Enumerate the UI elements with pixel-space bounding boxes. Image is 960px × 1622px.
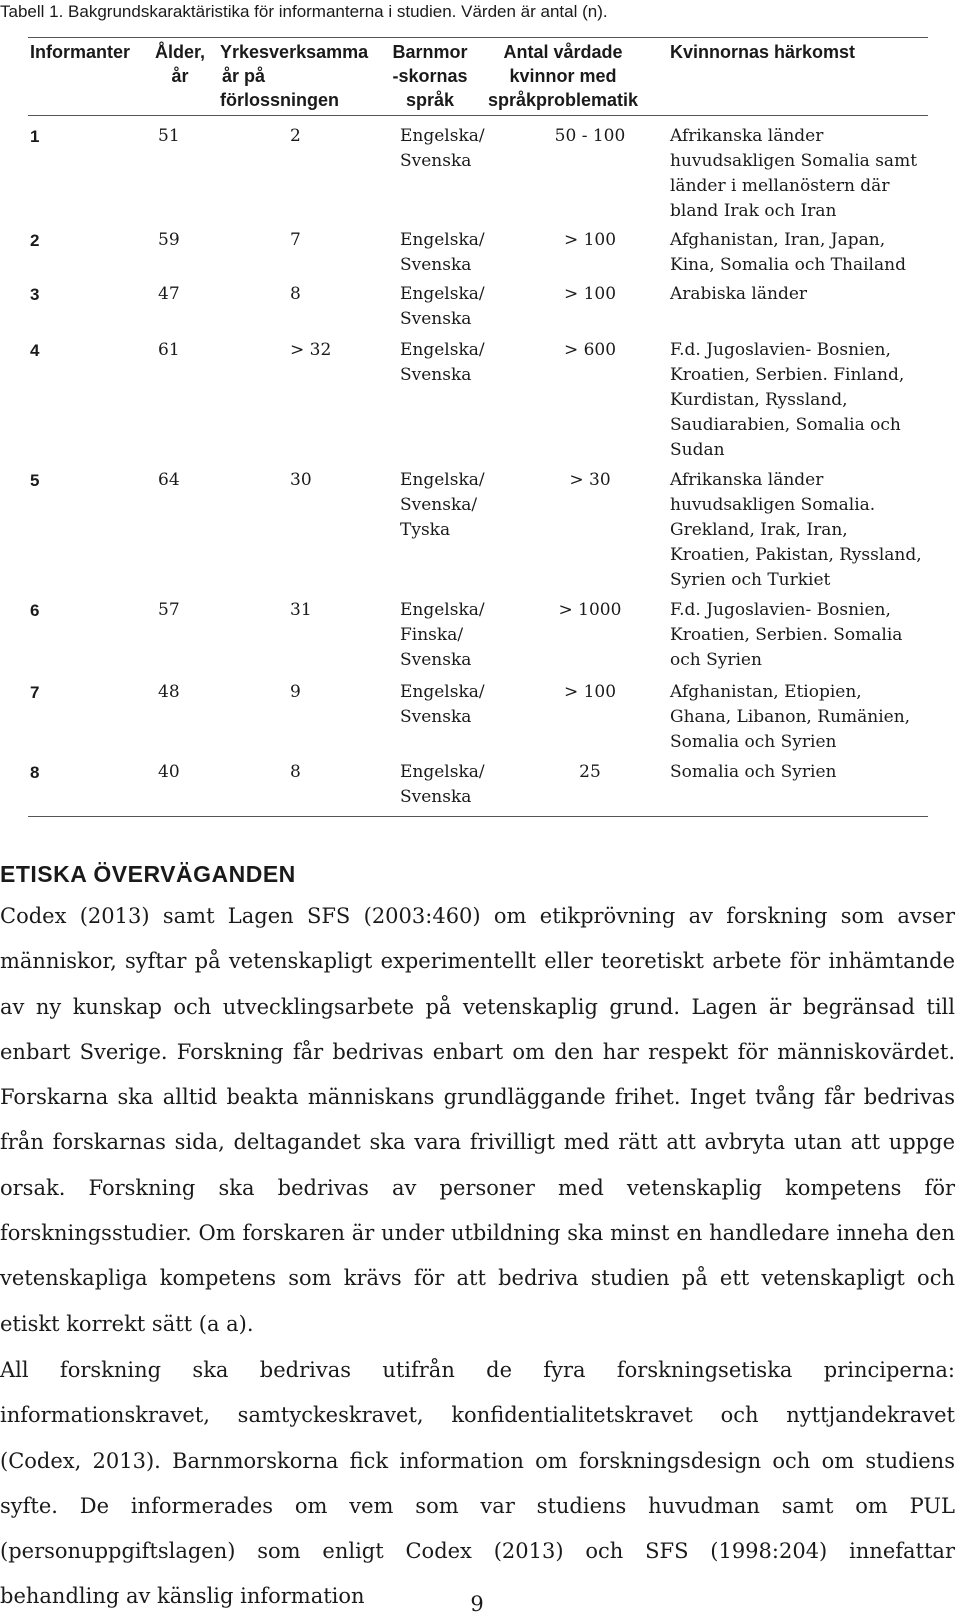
header-sprak-line2: -skornas xyxy=(392,66,468,86)
cell-language-line: Svenska xyxy=(400,707,472,727)
cell-id: 1 xyxy=(30,127,40,146)
cell-count: > 1000 xyxy=(558,600,622,620)
cell-origin-line: Ghana, Libanon, Rumänien, xyxy=(670,707,911,727)
cell-language-line: Engelska/ xyxy=(400,762,485,782)
cell-language xyxy=(400,680,485,730)
cell-language-line: Engelska/ xyxy=(400,126,485,146)
cell-years: 2 xyxy=(290,126,301,146)
header-alder xyxy=(148,40,212,88)
cell-language-line: Engelska/ xyxy=(400,230,485,250)
cell-age: 57 xyxy=(158,600,180,620)
header-antal-line3: språkproblematik xyxy=(487,90,639,110)
cell-count: > 30 xyxy=(569,470,611,490)
cell-age: 48 xyxy=(158,682,180,702)
cell-language xyxy=(400,468,485,543)
cell-origin-line: Kroatien, Serbien. Finland, xyxy=(670,365,905,385)
header-sprak xyxy=(384,40,476,112)
cell-origin-line: Afghanistan, Etiopien, xyxy=(670,682,862,702)
cell-years: > 32 xyxy=(290,340,332,360)
cell-language-line: Svenska xyxy=(400,309,472,329)
header-alder-line1: Ålder, xyxy=(154,42,206,62)
cell-origin-line: Grekland, Irak, Iran, xyxy=(670,520,848,540)
cell-origin-line: Arabiska länder xyxy=(670,284,808,304)
cell-count: > 100 xyxy=(563,682,617,702)
cell-origin-line: Kina, Somalia och Thailand xyxy=(670,255,906,275)
cell-language-line: Svenska/ xyxy=(400,495,478,515)
page-number: 9 xyxy=(470,1592,484,1616)
cell-language-line: Engelska/ xyxy=(400,340,485,360)
section-title: ETISKA ÖVERVÄGANDEN xyxy=(0,861,296,887)
cell-years: 9 xyxy=(290,682,301,702)
cell-age: 59 xyxy=(158,230,180,250)
header-alder-line2: år xyxy=(171,66,189,86)
header-harkomst: Kvinnornas härkomst xyxy=(670,42,856,62)
cell-language-line: Svenska xyxy=(400,650,472,670)
header-sprak-line1: Barnmor xyxy=(392,42,468,62)
cell-origin-line: Kroatien, Serbien. Somalia xyxy=(670,625,903,645)
cell-origin xyxy=(670,124,917,224)
cell-count: 50 - 100 xyxy=(554,126,626,146)
cell-language-line: Engelska/ xyxy=(400,284,485,304)
header-antal-line2: kvinnor med xyxy=(509,66,617,86)
cell-id: 2 xyxy=(30,231,40,250)
cell-language xyxy=(400,598,485,673)
cell-id: 6 xyxy=(30,601,40,620)
cell-id: 3 xyxy=(30,285,40,304)
cell-id: 7 xyxy=(30,683,40,702)
cell-origin xyxy=(670,598,902,673)
cell-origin-line: F.d. Jugoslavien- Bosnien, xyxy=(670,340,891,360)
cell-origin-line: Afrikanska länder xyxy=(670,126,824,146)
cell-age: 64 xyxy=(158,470,180,490)
cell-language-line: Svenska xyxy=(400,255,472,275)
cell-language-line: Svenska xyxy=(400,151,472,171)
cell-origin-line: och Syrien xyxy=(670,650,762,670)
cell-language-line: Svenska xyxy=(400,787,472,807)
cell-origin xyxy=(670,338,904,463)
cell-origin-line: Kurdistan, Ryssland, xyxy=(670,390,848,410)
cell-origin-line: Syrien och Turkiet xyxy=(670,570,831,590)
cell-language xyxy=(400,760,485,810)
table-header-rule xyxy=(28,115,928,116)
cell-origin-line: länder i mellanöstern där xyxy=(670,176,890,196)
cell-years: 30 xyxy=(290,470,312,490)
table-caption: Tabell 1. Bakgrundskaraktäristika för informanterna i studien. Värden är antal (n). xyxy=(0,2,608,21)
cell-id: 4 xyxy=(30,341,40,360)
cell-language-line: Engelska/ xyxy=(400,470,485,490)
header-sprak-line3: språk xyxy=(405,90,455,110)
cell-language xyxy=(400,124,485,174)
header-yrke-line2: år på xyxy=(222,66,266,86)
cell-origin xyxy=(670,228,906,278)
paragraph-ethics-2: All forskning ska bedrivas utifrån de fyra forskningsetiska principerna: informationskravet, samtyckeskravet, konfidentialitetskravet och nyttjandekravet (Codex, 2013). Barnmorskorna fick information om forskningsdesign och om studiens syfte. De informerades om vem som var studiens huvudman samt om PUL (personuppgiftslagen) som enligt Codex (2013) och SFS (1998:204) innefattar behandling av känslig information xyxy=(0,1358,955,1609)
cell-language xyxy=(400,228,485,278)
cell-years: 8 xyxy=(290,762,301,782)
cell-language-line: Tyska xyxy=(400,520,451,540)
cell-language xyxy=(400,338,485,388)
cell-years: 8 xyxy=(290,284,301,304)
header-informanter: Informanter xyxy=(30,42,131,62)
cell-origin-line: huvudsakligen Somalia samt xyxy=(670,151,918,171)
cell-origin-line: Somalia och Syrien xyxy=(670,762,837,782)
cell-count: 25 xyxy=(579,762,601,782)
cell-years: 7 xyxy=(290,230,301,250)
cell-origin xyxy=(670,282,807,307)
cell-age: 47 xyxy=(158,284,180,304)
cell-origin-line: F.d. Jugoslavien- Bosnien, xyxy=(670,600,891,620)
header-yrke-line1: Yrkesverksamma xyxy=(220,42,369,62)
header-yrke xyxy=(220,40,368,112)
cell-origin-line: Sudan xyxy=(670,440,725,460)
cell-language xyxy=(400,282,485,332)
cell-id: 8 xyxy=(30,763,40,782)
cell-age: 51 xyxy=(158,126,180,146)
cell-language-line: Engelska/ xyxy=(400,682,485,702)
cell-origin-line: Saudiarabien, Somalia och xyxy=(670,415,901,435)
cell-count: > 100 xyxy=(563,230,617,250)
cell-language-line: Engelska/ xyxy=(400,600,485,620)
cell-language-line: Finska/ xyxy=(400,625,464,645)
cell-origin-line: Kroatien, Pakistan, Ryssland, xyxy=(670,545,922,565)
table-bottom-rule xyxy=(28,816,928,817)
cell-age: 61 xyxy=(158,340,180,360)
header-antal-line1: Antal vårdade xyxy=(503,42,623,62)
cell-origin-line: Afghanistan, Iran, Japan, xyxy=(670,230,886,250)
cell-language-line: Svenska xyxy=(400,365,472,385)
cell-origin xyxy=(670,760,836,785)
cell-count: > 100 xyxy=(563,284,617,304)
cell-origin xyxy=(670,680,910,755)
cell-origin-line: huvudsakligen Somalia. xyxy=(670,495,876,515)
cell-origin-line: Somalia och Syrien xyxy=(670,732,837,752)
cell-origin-line: bland Irak och Iran xyxy=(670,201,837,221)
cell-origin xyxy=(670,468,922,593)
paragraph-ethics-1: Codex (2013) samt Lagen SFS (2003:460) om etikprövning av forskning som avser människor, syftar på vetenskapligt experimentellt eller teoretiskt arbete för inhämtande av ny kunskap och utvecklingsarbete på vetenskaplig grund. Lagen är begränsad till enbart Sverige. Forskning får bedrivas enbart om den har respekt för människovärdet. Forskarna ska alltid beakta människans grundläggande frihet. Inget tvång får bedrivas från forskarnas sida, deltagandet ska vara frivilligt med rätt att avbryta utan att uppge orsak. Forskning ska bedrivas av personer med vetenskaplig kompetens för forskningsstudier. Om forskaren är under utbildning ska minst en handledare inneha den vetenskapliga kompetens som krävs för att bedriva studien på ett vetenskapligt och etiskt korrekt sätt (a a). xyxy=(0,904,955,1336)
cell-age: 40 xyxy=(158,762,180,782)
header-yrke-line3: förlossningen xyxy=(220,90,340,110)
table-top-rule xyxy=(28,37,928,38)
header-antal xyxy=(478,40,648,112)
cell-id: 5 xyxy=(30,471,40,490)
cell-count: > 600 xyxy=(563,340,617,360)
cell-years: 31 xyxy=(290,600,312,620)
cell-origin-line: Afrikanska länder xyxy=(670,470,824,490)
